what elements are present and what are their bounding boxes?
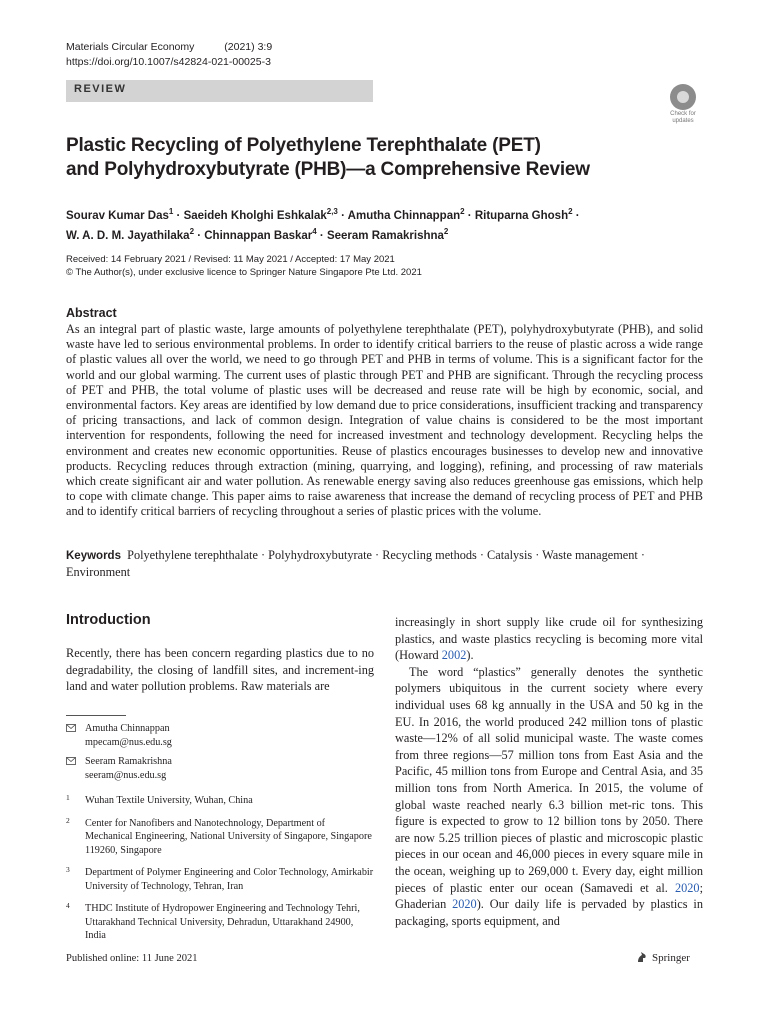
abstract-text: As an integral part of plastic waste, large amounts of polyethylene terephthalate (PET), polyhydroxybutyrate (PHB), and solid waste have led to serious environmental problems. In order to identify critical barriers to the reuse of plastic across a wide range of plastic values all over the world, we need to go through PET and PHB in terms of volume. This is a significant factor for the world and our global warming. The current uses of plastic through PET and PHB are significant. Through the recycling process of PET and PHB, the total volume of plastic uses will be decreased and reuse rate will be high by economic, social, and environmental factors. Key areas are identified by low demand due to price considerations, insufficient tracking and transparency of pricing transactions, and lack of common design. Integration of value chains is considered to be the most important intervention for respondents, following the need for increased investment and technology development. Recycling helps the environment and creates new economic opportunities. Reuse of plastics encourages businesses to develop new and innovative products. Recycling reduces through extraction (mining, quarrying, and logging), refining, and processing of raw materials which create significant air and water pollution. As renewable energy saving also reduces greenhouse gas emissions, which help to cope with climate change. This paper aims to raise awareness that increase the demand of recycling process of PET and PHB and to identify critical barriers of recycling throughout a series of plastic prices with the volume. [66,322,703,519]
affiliation-text: THDC Institute of Hydropower Engineering and Technology Tehri, Uttarakhand Technical University, Dehradun, Uttarakhand 24900, India [85,903,360,941]
check-for-updates-badge[interactable] [661,84,705,124]
contact-email[interactable]: mpecam@nus.edu.sg [85,736,172,748]
affiliation-number: 2 [66,815,70,825]
author-name[interactable]: Saeideh Kholghi Eshkalak [183,209,327,222]
journal-name: Materials Circular Economy [66,41,195,53]
author-affiliation-ref: 2 [568,207,573,216]
check-updates-icon [670,84,696,110]
author-name[interactable]: Sourav Kumar Das [66,209,169,222]
footnote-divider [66,715,126,716]
journal-header [66,40,272,70]
author-name[interactable]: W. A. D. M. Jayathilaka [66,229,190,242]
abstract-heading: Abstract [66,306,117,320]
citation-link[interactable]: 2020 [452,897,477,912]
contact-email[interactable]: seeram@nus.edu.sg [85,769,167,781]
affiliation-number: 4 [66,901,70,910]
author-line-2: W. A. D. M. Jayathilaka$^2$ · Chinnappan Baskar$^4$ · Seeram Ramakrishna$^2$ [66,226,449,242]
affiliation-text: Center for Nanofibers and Nanotechnology, Department of Mechanical Engineering, National University of Singapore, Singapore 119260, Singapore [85,817,372,856]
journal-volume: (2021) 3:9 [224,41,273,53]
intro-paragraph [395,614,703,664]
affiliation-item [66,866,374,893]
affiliation-text: Wuhan Textile University, Wuhan, China [85,795,253,806]
title-line-1: Plastic Recycling of Polyethylene Terephthalate (PET) [66,135,541,156]
paragraph-text: ; Ghaderian [395,880,703,912]
author-affiliation-ref: 4 [312,226,317,236]
envelope-icon [66,757,76,765]
received-dates: Received: 14 February 2021 / Revised: 11 May 2021 / Accepted: 17 May 2021 [66,254,395,265]
author-name[interactable]: Rituparna Ghosh [474,209,569,222]
paragraph-text: increasingly in short supply like crude oil for synthesizing plastics, and waste plastics recycling is becoming more vital (Howard [395,615,703,663]
keywords-label: Keywords [66,550,121,562]
publisher-name: Springer [652,952,690,964]
envelope-icon [66,724,76,732]
intro-paragraph [395,664,703,930]
author-affiliation-ref: 1 [168,207,174,216]
author-name[interactable]: Amutha Chinnappan [347,209,461,222]
correspondence-block [66,722,374,952]
affiliation-number: 1 [66,793,70,802]
published-online: Published online: 11 June 2021 [66,953,198,964]
contact-name: Amutha Chinnappan [85,723,170,734]
author-name[interactable]: Chinnappan Baskar [204,229,313,242]
check-updates-label: Check for updates [670,111,696,124]
author-affiliation-ref: 2 [189,226,195,236]
contact-entry [66,755,374,782]
copyright-notice: © The Author(s), under exclusive licence to Springer Nature Singapore Pte Ltd. 2021 [66,267,422,278]
affiliation-text: Department of Polymer Engineering and Color Technology, Amirkabir University of Technology, Tehran, Iran [85,867,374,892]
citation-link[interactable]: 2020 [674,880,700,895]
affiliation-item [66,817,374,858]
title-line-2: and Polyhydroxybutyrate (PHB)—a Comprehensive Review [66,159,590,180]
section-label: REVIEW [74,83,127,95]
citation-link[interactable]: 2002 [441,648,467,663]
keywords [66,548,703,580]
section-label-bar [66,80,373,102]
author-affiliation-ref: 2,3 [326,207,338,216]
affiliation-item [66,794,374,808]
doi-link[interactable]: https://doi.org/10.1007/s42824-021-00025-3 [66,56,271,68]
paragraph-text: ). Our daily life is pervaded by plastics in packaging, sports equipment, and [395,897,703,928]
contact-entry [66,722,374,749]
introduction-heading: Introduction [66,612,151,628]
publisher-logo [636,951,690,964]
keywords-list: Polyethylene terephthalate · Polyhydroxybutyrate · Recycling methods · Catalysis · Waste management · Environment [66,548,645,579]
affiliation-item [66,902,374,943]
author-affiliation-ref: 2 [460,207,465,216]
paragraph-text: The word “plastics” generally denotes the synthetic polymers ubiquitous in the current society where every individual uses 68 kg annually in the USA and 50 kg in the EU. In 2016, the world produced 242 million tons of plastic waste—12% of all solid municipal waste. The waste comes from three regions—57 million tons from East Asia and the Pacific, 45 million tons from Europe and Central Asia, and 35 million tons from North America. In 2015, the volume of global waste reached nearly 6.3 billion met-ric tons. This figure is expected to grow to 12 billion tons by 2050. There are now 5.25 trillion pieces of plastic and microscopic plastic pieces in our ocean and 46,000 pieces in every square mile in the ocean, weighing up to 269,000 t. Every day, eight million pieces of plastic enter our ocean (Samavedi et al. [395,664,703,895]
paragraph-text: ). [466,648,474,663]
contact-name: Seeram Ramakrishna [85,756,172,767]
article-title [66,134,666,182]
springer-horse-icon [636,951,648,963]
author-name[interactable]: Seeram Ramakrishna [326,229,444,242]
article-dates [66,253,422,279]
introduction-left-text: Recently, there has been concern regarding plastics due to no degradability, the closing of landfill sites, and increment-ing land and water pollution problems. Raw materials are [66,646,374,693]
affiliation-number: 3 [66,865,70,874]
affiliations-list [66,794,374,943]
introduction-right-column [395,614,703,929]
author-list [66,204,706,244]
author-affiliation-ref: 2 [443,226,449,236]
author-line-1: Sourav Kumar Das$^1$ · Saeideh Kholghi Eshkalak$^{2,3}$ · Amutha Chinnappan$^2$ · Rituparna Ghosh$^2$ · [66,207,580,222]
